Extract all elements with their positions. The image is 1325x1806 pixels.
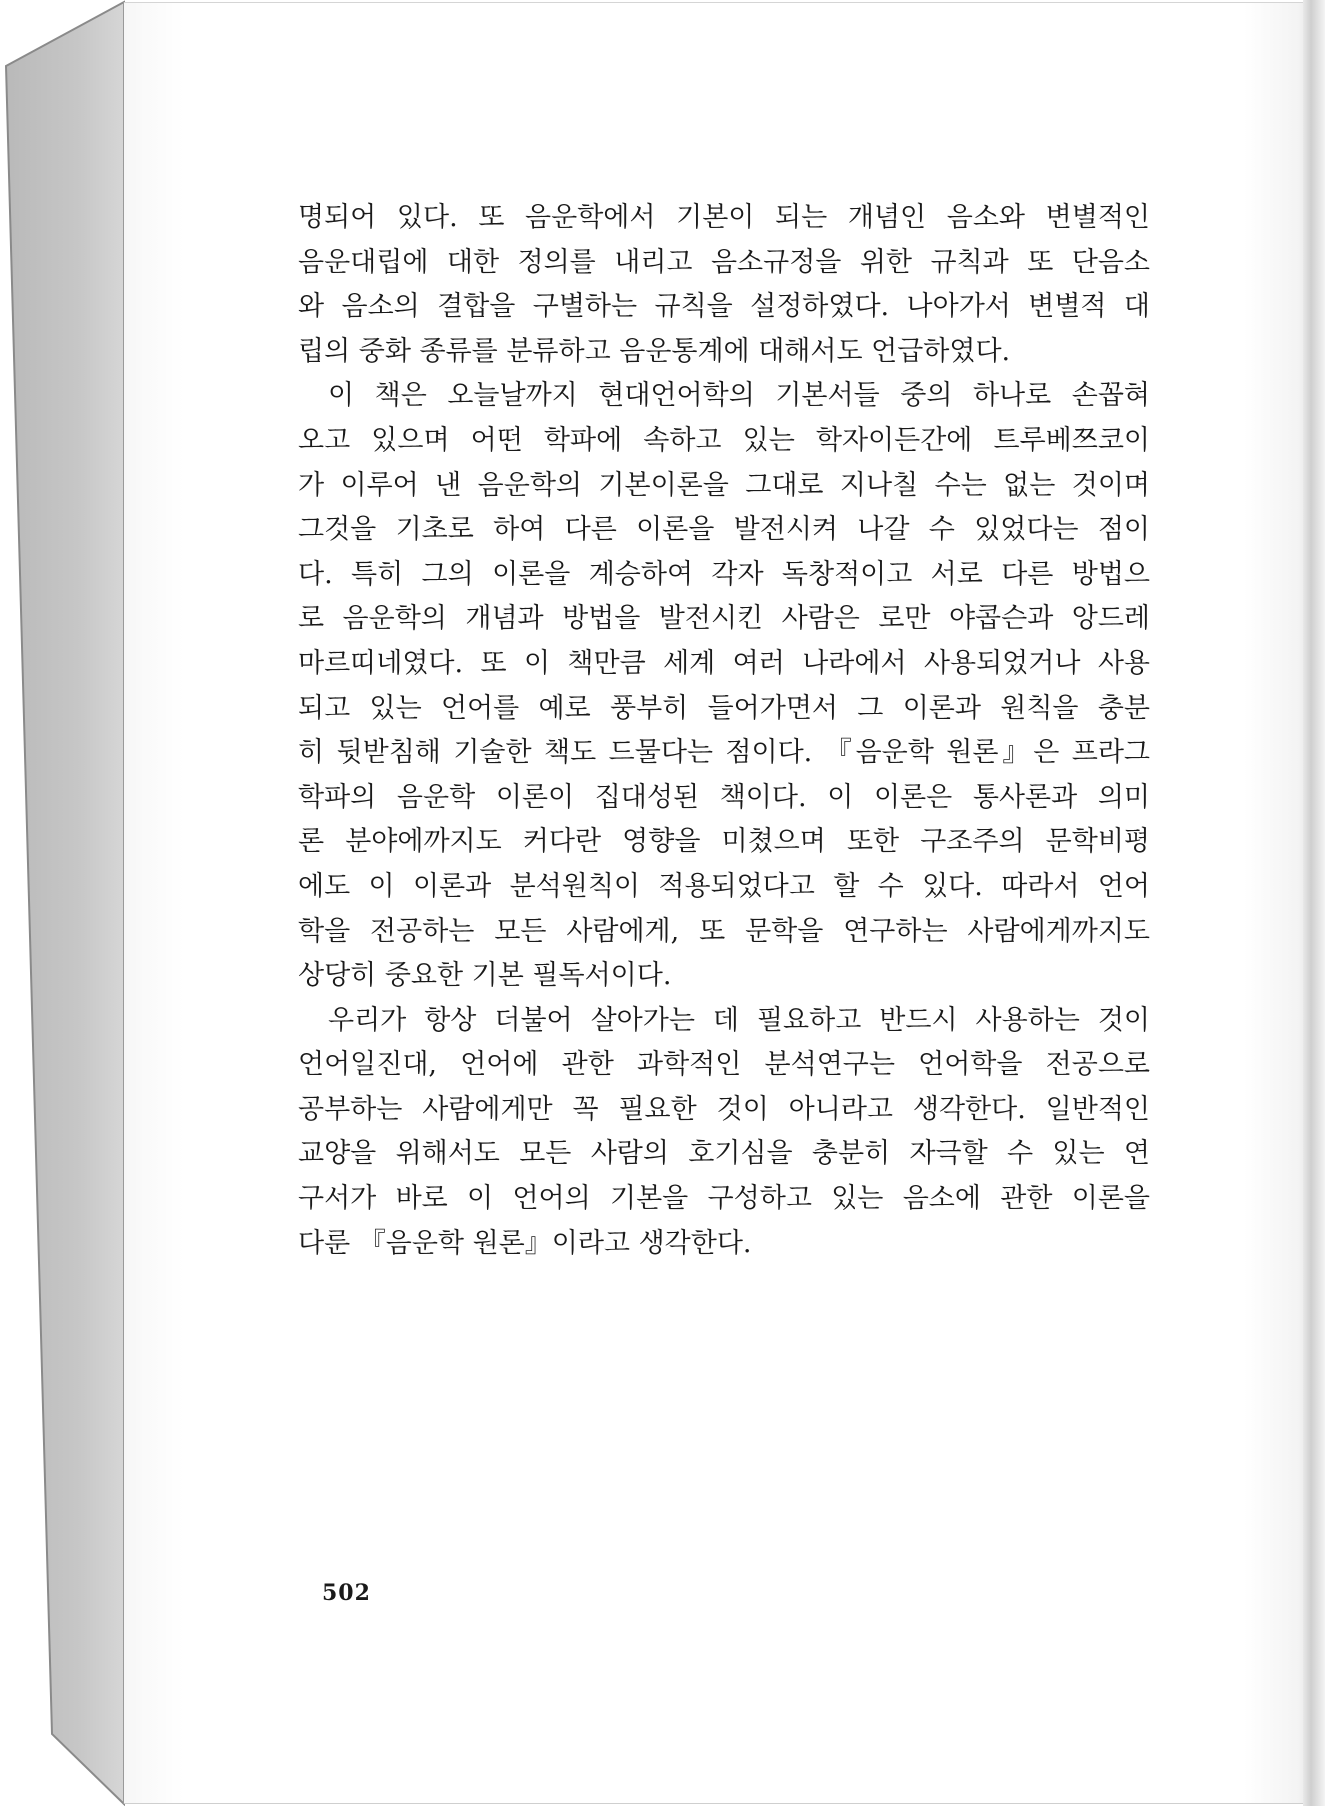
body-line: 구서가 바로 이 언어의 기본을 구성하고 있는 음소에 관한 이론을: [298, 1183, 1150, 1215]
body-line: 학을 전공하는 모든 사람에게, 또 문학을 연구하는 사람에게까지도: [298, 915, 1150, 947]
body-line: 상당히 중요한 기본 필독서이다.: [298, 960, 672, 992]
body-line: 학파의 음운학 이론이 집대성된 책이다. 이 이론은 통사론과 의미: [298, 781, 1150, 813]
body-line: 그것을 기초로 하여 다른 이론을 발전시켜 나갈 수 있었다는 점이: [298, 514, 1150, 546]
body-line: 음운대립에 대한 정의를 내리고 음소규정을 위한 규칙과 또 단음소: [298, 246, 1150, 278]
body-line: 로 음운학의 개념과 방법을 발전시킨 사람은 로만 야콥슨과 앙드레: [298, 603, 1150, 635]
body-line: 립의 중화 종류를 분류하고 음운통계에 대해서도 언급하였다.: [298, 335, 1011, 367]
body-line: 공부하는 사람에게만 꼭 필요한 것이 아니라고 생각한다. 일반적인: [298, 1093, 1150, 1125]
body-line: 오고 있으며 어떤 학파에 속하고 있는 학자이든간에 트루베쯔코이: [298, 424, 1150, 456]
book-spine-side: [0, 0, 130, 1806]
body-line: 론 분야에까지도 커다란 영향을 미쳤으며 또한 구조주의 문학비평: [298, 826, 1150, 858]
body-line: 마르띠네였다. 또 이 책만큼 세계 여러 나라에서 사용되었거나 사용: [298, 647, 1150, 679]
body-line: 우리가 항상 더불어 살아가는 데 필요하고 반드시 사용하는 것이: [328, 1004, 1150, 1036]
body-line: 가 이루어 낸 음운학의 기본이론을 그대로 지나칠 수는 없는 것이며: [298, 469, 1150, 501]
body-line: 되고 있는 언어를 예로 풍부히 들어가면서 그 이론과 원칙을 충분: [298, 692, 1150, 724]
body-line: 언어일진대, 언어에 관한 과학적인 분석연구는 언어학을 전공으로: [298, 1049, 1150, 1081]
page-number: 502: [322, 1580, 371, 1606]
body-line: 교양을 위해서도 모든 사람의 호기심을 충분히 자극할 수 있는 연: [298, 1138, 1150, 1170]
body-line: 다룬 『음운학 원론』이라고 생각한다.: [298, 1227, 752, 1259]
body-line: 다. 특히 그의 이론을 계승하여 각자 독창적이고 서로 다른 방법으: [298, 558, 1150, 590]
body-line: 이 책은 오늘날까지 현대언어학의 기본서들 중의 하나로 손꼽혀: [328, 380, 1150, 412]
page-edge-shadow: [1303, 0, 1325, 1806]
page-body-text: [298, 196, 1150, 1266]
body-line: 명되어 있다. 또 음운학에서 기본이 되는 개념인 음소와 변별적인: [298, 202, 1150, 233]
body-line: 히 뒷받침해 기술한 책도 드물다는 점이다. 『음운학 원론』은 프라그: [298, 737, 1150, 769]
book-spine-shape: [0, 0, 130, 1806]
body-line: 와 음소의 결합을 구별하는 규칙을 설정하였다. 나아가서 변별적 대: [298, 291, 1150, 323]
body-line: 에도 이 이론과 분석원칙이 적용되었다고 할 수 있다. 따라서 언어: [298, 870, 1150, 902]
